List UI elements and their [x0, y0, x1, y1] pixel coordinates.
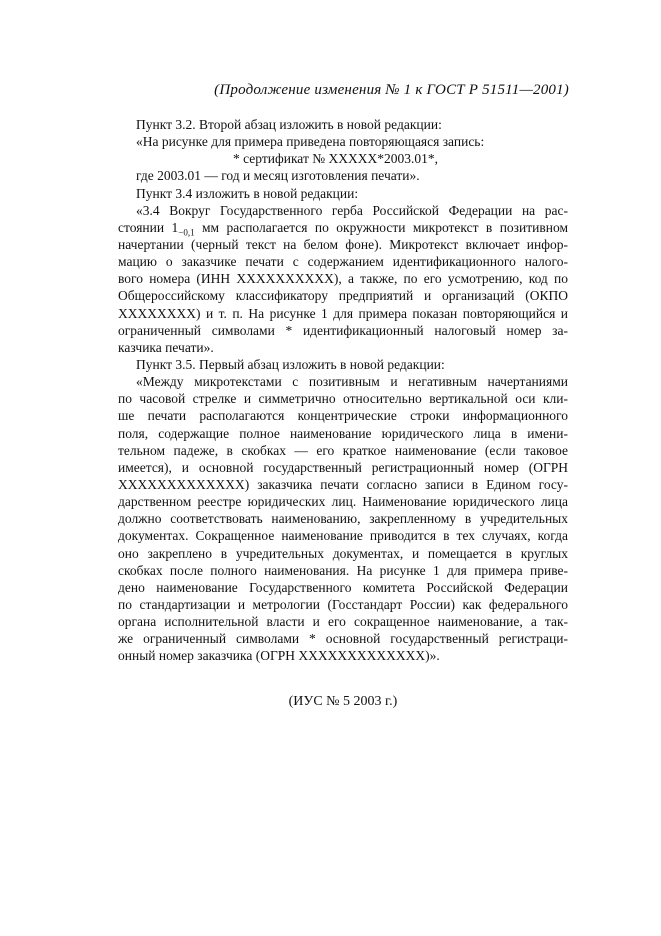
text-line: мацию о заказчике печати с содержанием идентификационного налого- — [118, 254, 568, 270]
text-line: XXXXXXXXXXXXX) заказчика печати согласно записи в Едином госу- — [118, 476, 568, 492]
para-3-2-note: где 2003.01 — год и месяц изготовления печати». — [136, 168, 420, 184]
text-line: казчика печати». — [118, 339, 214, 355]
text-line: вого номера (ИНН XXXXXXXXXX), а также, по его усмотрению, код по — [118, 271, 568, 287]
text-line: «3.4 Вокруг Государственного герба Российской Федерации на рас- — [136, 202, 568, 218]
text-line: XXXXXXXX) и т. п. На рисунке 1 для примера показан повторяющийся и — [118, 305, 568, 321]
para-3-4-heading: Пункт 3.4 изложить в новой редакции: — [136, 185, 359, 201]
text-line: ограниченный символами * идентификационный налоговый номер за- — [118, 322, 568, 338]
para-3-5-text — [118, 373, 568, 664]
text-line: же ограниченный символами * основной государственный регистраци- — [118, 631, 568, 647]
text-line: дарственном реестре юридических лиц. Наименование юридического лица — [118, 494, 568, 510]
text-line: по стандартизации и метрологии (Госстандарт России) как федерального — [118, 596, 568, 612]
page-header: (Продолжение изменения № 1 к ГОСТ Р 51511—2001) — [214, 82, 569, 98]
document-body — [118, 116, 568, 710]
text-line: по часовой стрелке и симметрично относительно вертикальной оси кли- — [118, 391, 568, 407]
para-3-4-text — [118, 202, 568, 356]
text-line: тельном падеже, в скобках — его краткое наименование (если таковое — [118, 442, 568, 458]
text-line: Общероссийскому классификатору предприятий и организаций (ОКПО — [118, 288, 568, 304]
text-line: дено наименование Государственного комитета Российской Федерации — [118, 579, 568, 595]
text-line: «Между микротекстами с позитивным и негативным начертаниями — [136, 374, 568, 390]
text-line: документах. Сокращенное наименование приводится в тех случаях, когда — [118, 528, 568, 544]
para-3-2-text: «На рисунке для примера приведена повторяющаяся запись: — [136, 134, 485, 150]
text-line: имеется), и основной государственный регистрационный номер (ОГРН — [118, 459, 568, 475]
text-line: должно соответствовать наименованию, закрепленному в учредительных — [118, 511, 568, 527]
text-line: начертании (черный текст на белом фоне). Микротекст включает инфор- — [118, 236, 568, 252]
text-line: онный номер заказчика (ОГРН XXXXXXXXXXXXX)». — [118, 648, 440, 664]
spacer — [118, 665, 568, 693]
para-3-5-heading: Пункт 3.5. Первый абзац изложить в новой редакции: — [136, 356, 445, 372]
text-line: поля, содержащие полное наименование юридического лица в имени- — [118, 425, 568, 441]
text-line: ше печати располагаются концентрические строки информационного — [118, 408, 568, 424]
tolerance-subscript: −0,1 — [178, 227, 195, 238]
text-line: оно закреплено в учредительных документах, и помещается в круглых — [118, 545, 568, 561]
text-line: органа исполнительной власти и его сокращенное наименование, а так- — [118, 614, 568, 630]
footer-ius-reference: (ИУС № 5 2003 г.) — [288, 693, 398, 709]
text-line: скобках после полного наименования. На рисунке 1 для примера приве- — [118, 562, 568, 578]
text-line: стоянии $1_{-0,1}$ мм располагается по окружности микротекст в позитивном — [118, 219, 569, 238]
para-3-2-example: * сертификат № XXXXX*2003.01*, — [233, 151, 438, 167]
para-3-2-heading: Пункт 3.2. Второй абзац изложить в новой редакции: — [136, 117, 442, 132]
